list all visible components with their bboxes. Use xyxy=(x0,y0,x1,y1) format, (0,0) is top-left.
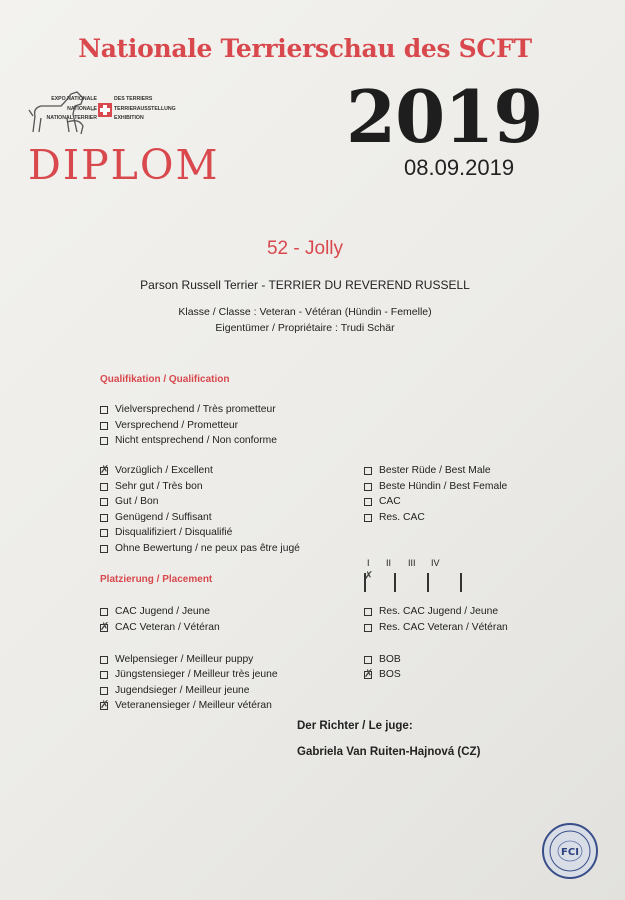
rank-label-4: IV xyxy=(431,558,440,568)
option-res-cac-jugend[interactable]: Res. CAC Jugend / Jeune xyxy=(364,606,498,617)
rank-checkbox-2[interactable] xyxy=(394,573,396,592)
checkbox[interactable] xyxy=(100,406,108,414)
rank-checkbox-1[interactable] xyxy=(364,573,366,592)
placement-heading: Platzierung / Placement xyxy=(100,574,213,585)
checkbox[interactable] xyxy=(364,514,372,522)
option-gut[interactable]: Gut / Bon xyxy=(100,496,159,507)
option-versprechend[interactable]: Versprechend / Prometteur xyxy=(100,420,238,431)
show-title: Nationale Terrierschau des SCFT xyxy=(78,34,532,63)
option-beste-huendin[interactable]: Beste Hündin / Best Female xyxy=(364,481,507,492)
option-res-cac-veteran[interactable]: Res. CAC Veteran / Vétéran xyxy=(364,622,508,633)
logo-line-3: NATIONALE xyxy=(67,106,97,112)
option-bob[interactable]: BOB xyxy=(364,654,401,665)
option-vorzueglich[interactable]: ✗ Vorzüglich / Excellent xyxy=(100,465,213,476)
checkbox[interactable] xyxy=(100,514,108,522)
option-cac[interactable]: CAC xyxy=(364,496,401,507)
checkbox[interactable] xyxy=(364,656,372,664)
breed-line: Parson Russell Terrier - TERRIER DU REVEREND RUSSELL xyxy=(140,278,470,292)
logo-line-5: NATIONAL TERRIER xyxy=(46,115,97,121)
judge-heading: Der Richter / Le juge: xyxy=(297,720,413,732)
option-welpensieger[interactable]: Welpensieger / Meilleur puppy xyxy=(100,654,253,665)
checkbox-checked[interactable] xyxy=(100,624,108,632)
checkbox[interactable] xyxy=(364,498,372,506)
option-vielversprechend[interactable]: Vielversprechend / Très prometteur xyxy=(100,404,276,415)
checkbox[interactable] xyxy=(100,671,108,679)
checkbox-checked[interactable] xyxy=(100,702,108,710)
rank-label-2: II xyxy=(386,558,392,568)
owner-line: Eigentümer / Propriétaire : Trudi Schär xyxy=(215,322,395,334)
judge-name: Gabriela Van Ruiten-Hajnová (CZ) xyxy=(297,746,481,758)
option-genuegend[interactable]: Genügend / Suffisant xyxy=(100,512,212,523)
rank-checkbox-3[interactable] xyxy=(427,573,429,592)
checkbox[interactable] xyxy=(100,483,108,491)
rank-label-3: III xyxy=(408,558,416,568)
option-sehr-gut[interactable]: Sehr gut / Très bon xyxy=(100,481,203,492)
checkbox[interactable] xyxy=(364,467,372,475)
checkbox[interactable] xyxy=(364,483,372,491)
option-veteranensieger[interactable]: ✗ Veteranensieger / Meilleur vétéran xyxy=(100,700,272,711)
diplom-heading: DIPLOM xyxy=(28,141,220,189)
show-date: 08.09.2019 xyxy=(404,155,515,180)
checkbox[interactable] xyxy=(100,545,108,553)
checkbox[interactable] xyxy=(100,498,108,506)
fci-seal-icon xyxy=(541,822,599,880)
option-jugendsieger[interactable]: Jugendsieger / Meilleur jeune xyxy=(100,685,250,696)
option-disqualifiziert[interactable]: Disqualifiziert / Disqualifié xyxy=(100,527,232,538)
option-juengstensieger[interactable]: Jüngstensieger / Meilleur très jeune xyxy=(100,669,278,680)
option-ohne-bewertung[interactable]: Ohne Bewertung / ne peux pas être jugé xyxy=(100,543,300,554)
option-cac-jugend[interactable]: CAC Jugend / Jeune xyxy=(100,606,210,617)
dog-number-name: 52 - Jolly xyxy=(266,238,344,259)
qualification-heading: Qualifikation / Qualification xyxy=(100,374,230,385)
checkbox[interactable] xyxy=(100,687,108,695)
checkbox[interactable] xyxy=(364,608,372,616)
terrier-expo-logo xyxy=(27,88,267,136)
rank-checkbox-4[interactable] xyxy=(460,573,462,592)
rank-label-1: I xyxy=(367,558,370,568)
logo-line-1: EXPO NATIONALE xyxy=(51,96,97,102)
checkbox[interactable] xyxy=(100,529,108,537)
checkbox[interactable] xyxy=(364,624,372,632)
checkbox[interactable] xyxy=(100,608,108,616)
option-res-cac[interactable]: Res. CAC xyxy=(364,512,425,523)
logo-line-6: EXHIBITION xyxy=(114,115,144,121)
checkbox-checked[interactable] xyxy=(364,671,372,679)
checkbox-checked[interactable] xyxy=(100,467,108,475)
checkbox[interactable] xyxy=(100,656,108,664)
option-bester-ruede[interactable]: Bester Rüde / Best Male xyxy=(364,465,491,476)
logo-line-4: TERRIERAUSSTELLUNG xyxy=(114,106,176,112)
seal-text: FCI xyxy=(561,847,579,858)
option-bos[interactable]: ✗ BOS xyxy=(364,669,401,680)
checkbox[interactable] xyxy=(100,437,108,445)
option-nicht-entsprechend[interactable]: Nicht entsprechend / Non conforme xyxy=(100,435,277,446)
option-cac-veteran[interactable]: ✗ CAC Veteran / Vétéran xyxy=(100,622,220,633)
show-year: 2019 xyxy=(346,74,543,159)
logo-line-2: DES TERRIERS xyxy=(114,96,153,102)
checkbox[interactable] xyxy=(100,422,108,430)
class-line: Klasse / Classe : Veteran - Vétéran (Hündin - Femelle) xyxy=(178,306,432,318)
